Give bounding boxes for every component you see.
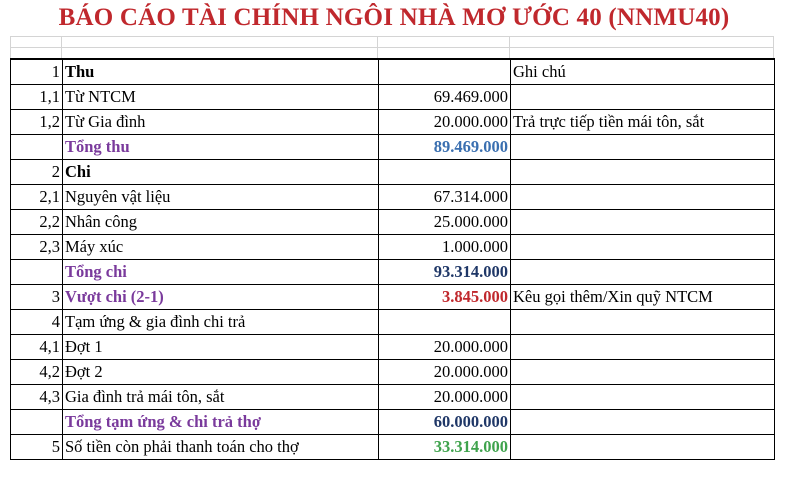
row-amount: 1.000.000 [379, 235, 511, 260]
table-row [11, 310, 775, 335]
row-note [511, 385, 775, 410]
table-row [11, 335, 775, 360]
table-row [11, 385, 775, 410]
row-amount: 20.000.000 [379, 335, 511, 360]
row-item: Thu [63, 59, 379, 85]
row-item: Gia đình trả mái tôn, sắt [63, 385, 379, 410]
row-note [511, 360, 775, 385]
row-number: 2,1 [11, 185, 63, 210]
overspend-label: Vượt chi (2-1) [63, 285, 379, 310]
row-item: Nguyên vật liệu [63, 185, 379, 210]
total-income-label: Tổng thu [63, 135, 379, 160]
report-title: BÁO CÁO TÀI CHÍNH NGÔI NHÀ MƠ ƯỚC 40 (NNMU40) [58, 4, 730, 31]
table-row [11, 360, 775, 385]
row-number: 4 [11, 310, 63, 335]
row-note [511, 435, 775, 460]
row-amount [379, 310, 511, 335]
row-number: 5 [11, 435, 63, 460]
row-number: 1,1 [11, 85, 63, 110]
row-note [511, 235, 775, 260]
row-note [511, 210, 775, 235]
overspend-amount: 3.845.000 [379, 285, 511, 310]
total-income-amount: 89.469.000 [379, 135, 511, 160]
table-row [11, 210, 775, 235]
row-amount: 69.469.000 [379, 85, 511, 110]
row-note [511, 335, 775, 360]
row-amount: 25.000.000 [379, 210, 511, 235]
table-row [11, 59, 775, 85]
row-note [511, 310, 775, 335]
row-item: Từ NTCM [63, 85, 379, 110]
row-amount: 20.000.000 [379, 360, 511, 385]
row-note [511, 260, 775, 285]
row-number: 1,2 [11, 110, 63, 135]
row-item: Máy xúc [63, 235, 379, 260]
row-number [11, 410, 63, 435]
table-row [11, 85, 775, 110]
row-note: Trả trực tiếp tiền mái tôn, sắt [511, 110, 775, 135]
row-note [511, 410, 775, 435]
total-expense-label: Tổng chi [63, 260, 379, 285]
row-note: Kêu gọi thêm/Xin quỹ NTCM [511, 285, 775, 310]
row-amount: 20.000.000 [379, 385, 511, 410]
row-number: 2,3 [11, 235, 63, 260]
row-item: Tạm ứng & gia đình chi trả [63, 310, 379, 335]
row-number: 3 [11, 285, 63, 310]
table-row [11, 410, 775, 435]
row-note [511, 185, 775, 210]
row-number: 2 [11, 160, 63, 185]
table-row [11, 185, 775, 210]
row-number [11, 135, 63, 160]
row-item: Đợt 2 [63, 360, 379, 385]
table-row [11, 160, 775, 185]
total-advance-label: Tổng tạm ứng & chi trả thợ [63, 410, 379, 435]
row-number: 4,3 [11, 385, 63, 410]
total-expense-amount: 93.314.000 [379, 260, 511, 285]
row-number [11, 260, 63, 285]
table-row [11, 260, 775, 285]
row-number: 1 [11, 59, 63, 85]
row-amount [379, 160, 511, 185]
row-note [511, 135, 775, 160]
row-note [511, 160, 775, 185]
remaining-amount: 33.314.000 [379, 435, 511, 460]
table-row [11, 285, 775, 310]
row-item: Đợt 1 [63, 335, 379, 360]
row-number: 4,2 [11, 360, 63, 385]
table-row [11, 435, 775, 460]
table-row [11, 110, 775, 135]
table-row [11, 235, 775, 260]
row-item: Nhân công [63, 210, 379, 235]
row-number: 2,2 [11, 210, 63, 235]
empty-grid-rows [10, 36, 774, 58]
row-note [511, 85, 775, 110]
row-item: Từ Gia đình [63, 110, 379, 135]
finance-table [10, 58, 775, 460]
row-number: 4,1 [11, 335, 63, 360]
total-advance-amount: 60.000.000 [379, 410, 511, 435]
row-amount: 67.314.000 [379, 185, 511, 210]
row-item: Số tiền còn phải thanh toán cho thợ [63, 435, 379, 460]
row-amount: 20.000.000 [379, 110, 511, 135]
row-note: Ghi chú [511, 59, 775, 85]
row-amount [379, 59, 511, 85]
row-item: Chi [63, 160, 379, 185]
table-row [11, 135, 775, 160]
